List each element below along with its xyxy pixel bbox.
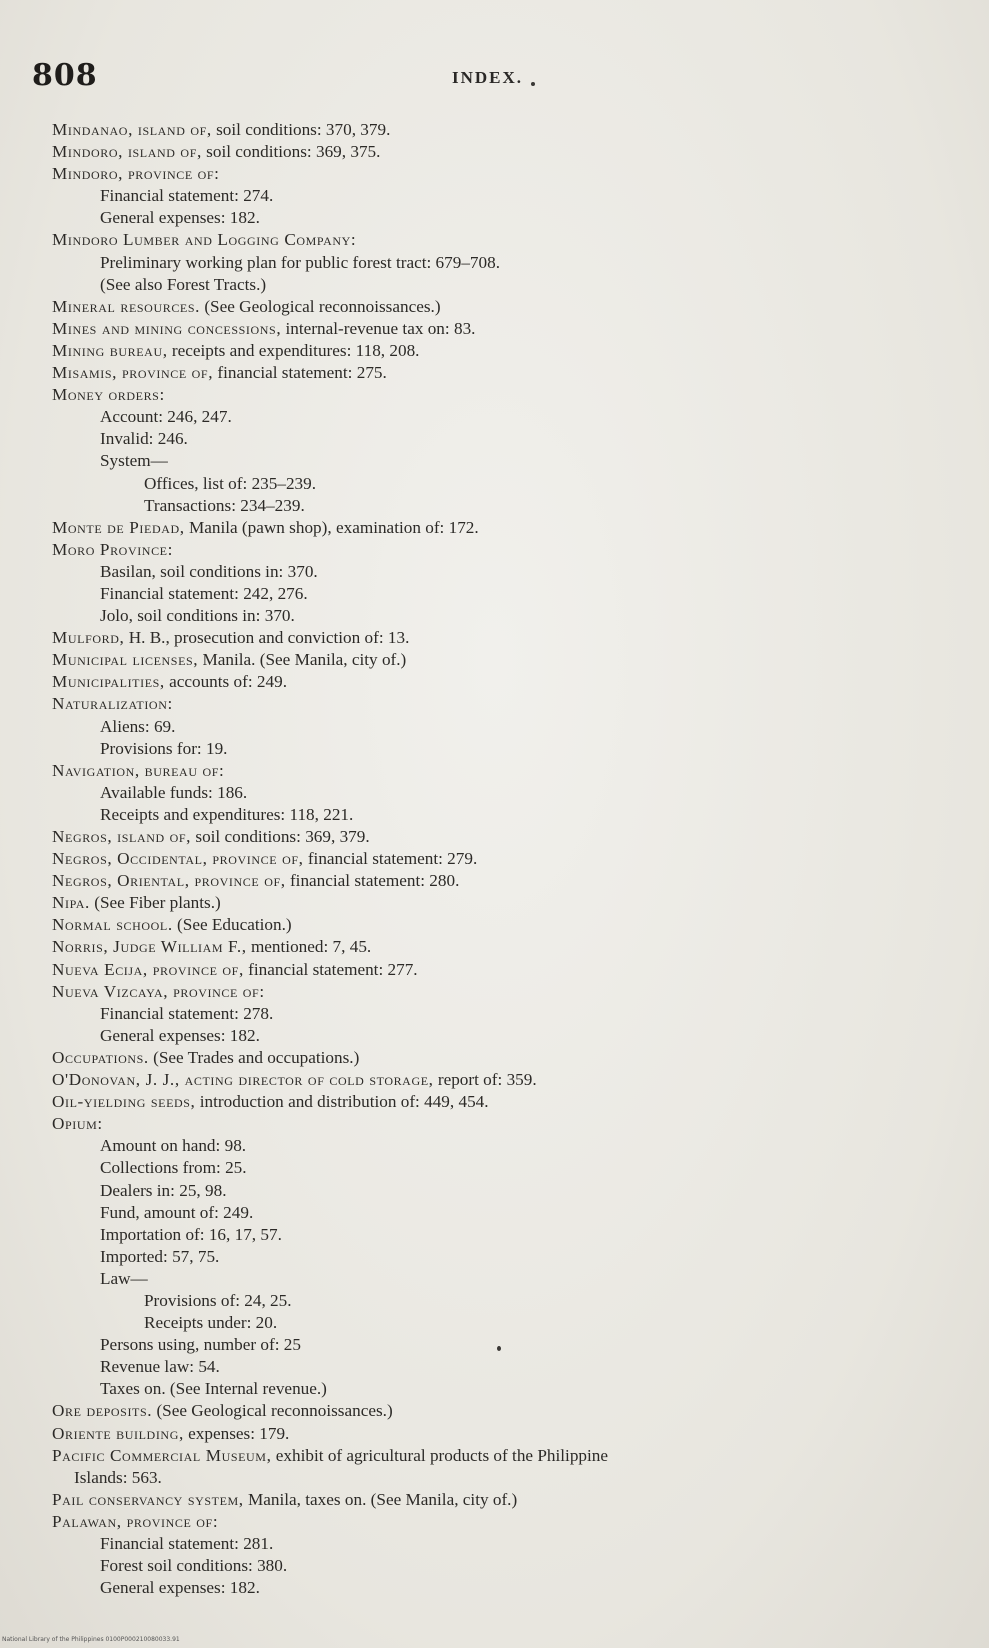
entry-text: H. B., prosecution and conviction of: 13. [124,628,410,648]
ink-speck [497,1346,501,1351]
entry-heading: Municipalities, [52,672,165,692]
index-entry [52,649,977,671]
index-entry [52,406,977,428]
entry-text: Law— [100,1268,148,1288]
entry-text: Collections from: 25. [100,1158,247,1178]
entry-heading: Normal school. [52,915,173,935]
entry-text: Provisions for: 19. [100,738,228,758]
entry-text: financial statement: 275. [213,363,387,383]
index-entry [52,1423,977,1445]
entry-text: financial statement: 280. [285,871,460,891]
index-entry [52,1290,977,1312]
entry-text: Financial statement: 281. [100,1534,274,1553]
index-entry [52,362,977,384]
index-entry [52,1246,977,1268]
index-entry [52,782,977,804]
entry-text: Receipts under: 20. [144,1313,278,1333]
entry-heading: Municipal licenses, [52,650,199,670]
entry-heading: Occupations. [52,1047,149,1067]
index-entry [52,693,977,715]
index-entry [52,163,977,185]
entry-heading: Mindanao, island of, [52,120,212,139]
index-entry [52,1577,977,1599]
entry-text: introduction and distribution of: 449, 454. [195,1092,489,1112]
entry-text: Account: 246, 247. [100,407,232,427]
index-entry [52,1334,977,1356]
index-entry [52,1224,977,1246]
entry-text: General expenses: 182. [100,1025,260,1045]
entry-text: soil conditions: 369, 375. [201,142,381,162]
index-entry [52,185,977,207]
index-entry [52,517,977,539]
entry-heading: Mineral resources. [52,296,201,316]
entry-heading: Monte de Piedad, [52,517,185,537]
index-entry [52,340,977,362]
index-entry [52,1202,977,1224]
index-entry [52,1135,977,1157]
entry-text: expenses: 179. [183,1423,290,1443]
index-entry [52,1467,977,1489]
index-entry [52,473,977,495]
index-entry [52,627,977,649]
index-entry [52,1555,977,1577]
index-entry [52,1511,977,1533]
entry-text: System— [100,451,168,471]
entry-text: financial statement: 277. [243,959,418,979]
entry-text: soil conditions: 370, 379. [211,120,391,139]
entry-text: (See also Forest Tracts.) [100,274,267,294]
index-entry [52,1533,977,1555]
index-entry [52,605,977,627]
entry-heading: Mindoro, province of: [52,164,220,184]
index-entry [52,848,977,870]
entry-heading: Norris, Judge William F., [52,937,247,957]
entry-text: Fund, amount of: 249. [100,1202,254,1222]
entry-text: Manila (pawn shop), examination of: 172. [184,517,479,537]
entry-heading: Mines and mining concessions, [52,318,282,338]
entry-text: General expenses: 182. [100,208,260,228]
entry-heading: Mulford, [52,628,125,648]
scan-footer-note: National Library of the Philippines 0100P000210080033.91 [2,1636,180,1643]
index-entry [52,296,977,318]
entry-text: (See Geological reconnoissances.) [152,1401,393,1421]
entry-heading: Nueva Ecija, province of, [52,959,244,979]
entry-heading: Naturalization: [52,694,173,714]
entry-heading: Mindoro Lumber and Logging Company: [52,230,357,250]
index-entry [52,1378,977,1400]
entry-heading: Negros, Occidental, province of, [52,849,304,869]
entry-heading: Pacific Commercial Museum, [52,1445,272,1465]
index-entry [52,141,977,163]
entry-text: report of: 359. [433,1070,537,1090]
entry-text: Revenue law: 54. [100,1357,220,1377]
entry-text: Offices, list of: 235–239. [144,473,317,493]
entry-text: internal-revenue tax on: 83. [281,318,476,338]
index-entry [52,583,977,605]
entry-heading: Negros, Oriental, province of, [52,871,286,891]
index-entry [52,1312,977,1334]
entry-text: Financial statement: 278. [100,1003,274,1023]
entry-text: Invalid: 246. [100,429,188,449]
entry-heading: Nueva Vizcaya, province of: [52,981,265,1001]
entry-text: (See Trades and occupations.) [148,1047,360,1067]
index-entry [52,892,977,914]
entry-text: Imported: 57, 75. [100,1246,220,1266]
entry-text: Aliens: 69. [100,716,176,736]
entry-heading: Ore deposits. [52,1401,153,1421]
entry-heading: Oriente building, [52,1423,184,1443]
entry-text: accounts of: 249. [164,672,288,692]
index-entry [52,1356,977,1378]
running-head: INDEX. [452,68,524,87]
index-entry [52,119,977,141]
entry-heading: Opium: [52,1114,103,1134]
entry-text: exhibit of agricultural products of the Philippine [271,1445,609,1465]
index-entry [52,274,977,296]
entry-heading: Negros, island of, [52,827,192,846]
entry-text: Amount on hand: 98. [100,1136,247,1156]
index-entry [52,539,977,561]
entry-text: Taxes on. (See Internal revenue.) [100,1379,327,1399]
index-entry [52,207,977,229]
index-entry [52,1489,977,1511]
index-entry [52,428,977,450]
index-entry [52,1180,977,1202]
entry-heading: Mining bureau, [52,340,168,360]
page-number: 808 [32,58,98,93]
index-entry [52,1091,977,1113]
index-entry [52,1268,977,1290]
index-entry [52,760,977,782]
entry-text: Dealers in: 25, 98. [100,1180,227,1200]
index-entry [52,495,977,517]
index-entry [52,870,977,892]
entry-text: Forest soil conditions: 380. [100,1556,288,1576]
index-entry [52,229,977,251]
entry-text: General expenses: 182. [100,1578,260,1598]
entry-heading: Moro Province: [52,539,173,559]
entry-text: Importation of: 16, 17, 57. [100,1224,282,1244]
index-entry [52,936,977,958]
entry-heading: Navigation, bureau of: [52,760,225,780]
entry-heading: O'Donovan, J. J., acting director of cold storage, [52,1070,434,1090]
index-entry [52,318,977,340]
index-entry [52,959,977,981]
index-entry [52,450,977,472]
index-entry [52,981,977,1003]
entry-text: Basilan, soil conditions in: 370. [100,561,318,581]
index-entry [52,1400,977,1422]
entry-text: receipts and expenditures: 118, 208. [167,340,420,360]
entry-heading: Money orders: [52,385,165,405]
index-entry [52,1113,977,1135]
index-entries [52,119,977,1599]
index-entry [52,738,977,760]
entry-text: Persons using, number of: 25 [100,1335,301,1355]
entry-text: Receipts and expenditures: 118, 221. [100,804,354,824]
entry-text: Transactions: 234–239. [144,495,305,515]
index-entry [52,716,977,738]
entry-heading: Oil-yielding seeds, [52,1092,196,1112]
entry-text: (See Fiber plants.) [89,893,221,913]
entry-text: Preliminary working plan for public forest tract: 679–708. [100,252,500,272]
entry-text: Jolo, soil conditions in: 370. [100,606,295,626]
index-entry [52,1157,977,1179]
entry-heading: Palawan, province of: [52,1511,219,1531]
index-entry [52,384,977,406]
entry-text: financial statement: 279. [303,849,478,869]
index-entry [52,914,977,936]
entry-heading: Misamis, province of, [52,363,214,383]
index-entry [52,826,977,848]
entry-text: (See Education.) [172,915,292,935]
entry-text: Provisions of: 24, 25. [144,1290,292,1310]
index-entry [52,252,977,274]
entry-text: Islands: 563. [74,1467,162,1487]
entry-text: soil conditions: 369, 379. [191,827,370,846]
ink-speck [531,82,535,86]
entry-text: Financial statement: 242, 276. [100,583,308,603]
entry-heading: Mindoro, island of, [52,142,202,162]
entry-text: mentioned: 7, 45. [246,937,372,957]
index-entry [52,1025,977,1047]
index-entry [52,1047,977,1069]
entry-text: (See Geological reconnoissances.) [200,296,441,316]
index-entry [52,561,977,583]
index-entry [52,1003,977,1025]
index-entry [52,1069,977,1091]
index-entry [52,671,977,693]
index-entry [52,1445,977,1467]
entry-text: Manila. (See Manila, city of.) [198,650,407,670]
index-entry [52,804,977,826]
entry-heading: Nipa. [52,893,90,913]
entry-text: Available funds: 186. [100,782,248,802]
entry-text: Manila, taxes on. (See Manila, city of.) [243,1489,518,1509]
entry-heading: Pail conservancy system, [52,1489,244,1509]
entry-text: Financial statement: 274. [100,186,274,206]
